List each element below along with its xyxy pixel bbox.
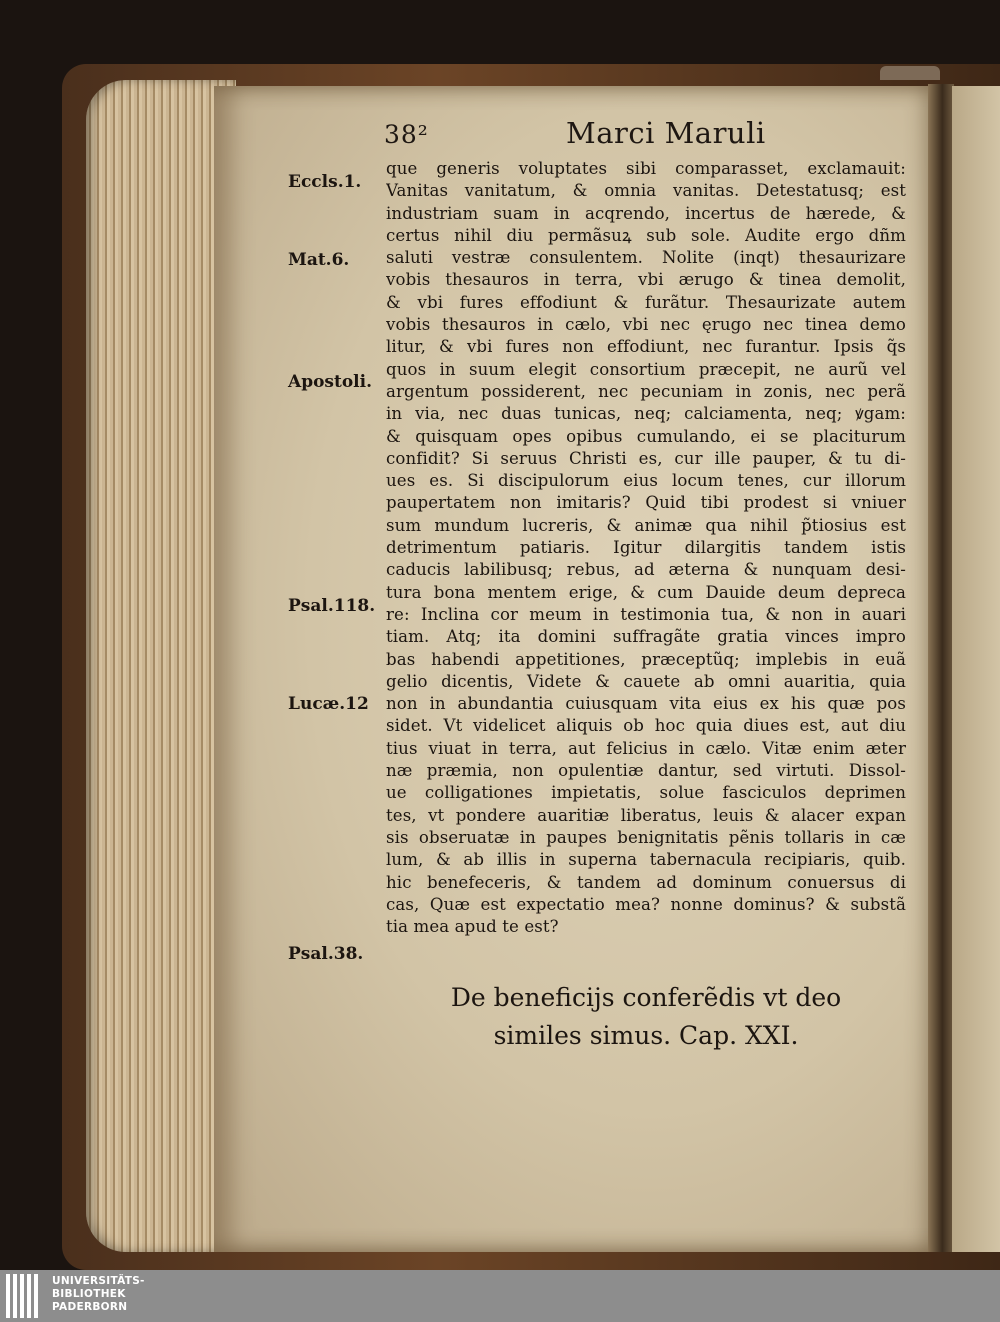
margin-note: Eccls.1. (288, 172, 362, 192)
text-line: cas, Quæ est expectatio mea? nonne dominus? & substã (386, 894, 906, 914)
text-line: gelio dicentis, Videte & cauete ab omni auaritia, quia (386, 671, 906, 691)
text-line: litur, & vbi fures non effodiunt, nec furantur. Ipsis q̃s (386, 337, 906, 357)
library-logo-icon (6, 1274, 46, 1318)
text-line: sis obseruatæ in paupes benignitatis pẽnis tollaris in cæ (386, 827, 906, 847)
body-text (386, 158, 906, 938)
text-line: bas habendi appetitiones, præceptũq; implebis in euã (386, 649, 906, 669)
text-line: tes, vt pondere auaritiæ liberatus, leuis & alacer expan (386, 805, 906, 825)
text-line: que generis voluptates sibi comparasset, exclamauit: (386, 159, 906, 178)
running-head: Marci Maruli (566, 116, 766, 150)
text-line: caducis labilibusq; rebus, ad æterna & nunquam desi- (386, 560, 906, 580)
text-line: tiam. Atq; ita domini suffragãte gratia vinces impro (386, 627, 906, 647)
text-line: tius viuat in terra, aut felicius in cælo. Vitæ enim æter (386, 738, 906, 758)
chapter-heading-line2: similes simus. Cap. XXI. (493, 1021, 799, 1050)
page-number: 38² (384, 120, 429, 149)
chapter-heading-line1: De beneficijs conferẽdis vt deo (450, 983, 842, 1012)
library-footer (0, 1270, 1000, 1322)
text-line: sidet. Vt videlicet aliquis ob hoc quia diues est, aut diu (386, 716, 906, 736)
margin-note: Mat.6. (288, 250, 350, 270)
text-line: ue colligationes impietatis, solue fasciculos deprimen (386, 783, 906, 803)
text-line: saluti vestræ consulentem. Nolite (inqt) thesaurizare (386, 248, 906, 268)
text-line: & quisquam opes opibus cumulando, ei se placiturum (386, 426, 906, 446)
text-line: tia mea apud te est? (386, 917, 559, 937)
text-line: vobis thesauros in cælo, vbi nec ęrugo nec tinea demo (386, 315, 906, 335)
text-line: in via, nec duas tunicas, neq; calciamenta, neq; ꝟgam: (386, 404, 906, 424)
logo-text-line: UNIVERSITÄTS- (52, 1275, 145, 1287)
text-line: argentum possiderent, nec pecuniam in zonis, nec perã (386, 381, 906, 401)
text-line: certus nihil diu permãsuꝝ sub sole. Audite ergo dñm (386, 225, 906, 245)
text-line: ues es. Si discipulorum eius locum tenes, cur illorum (386, 471, 906, 491)
text-line: tura bona mentem erige, & cum Dauide deum depreca (386, 582, 906, 602)
text-line: lum, & ab illis in superna tabernacula recipiaris, quib. (386, 850, 906, 870)
text-line: non in abundantia cuiusquam vita eius ex his quæ pos (386, 694, 906, 714)
text-line: re: Inclina cor meum in testimonia tua, & non in auari (386, 604, 906, 624)
logo-text-line: PADERBORN (52, 1301, 128, 1313)
text-line: industriam suam in acqrendo, incertus de hærede, & (386, 203, 906, 223)
text-line: Vanitas vanitatum, & omnia vanitas. Detestatusq; est (386, 181, 906, 201)
headband (880, 66, 940, 80)
library-logo-text (52, 1275, 145, 1314)
margin-note: Apostoli. (288, 372, 373, 392)
right-page-edge (952, 86, 1000, 1252)
text-line: quos in suum elegit consortium præcepit, ne aurũ vel (386, 359, 906, 379)
margin-note: Psal.38. (288, 944, 364, 964)
book-gutter (928, 84, 954, 1252)
text-line: paupertatem non imitaris? Quid tibi prodest si vniuer (386, 493, 906, 513)
text-line: detrimentum patiaris. Igitur dilargitis tandem istis (386, 538, 906, 558)
text-line: hic benefeceris, & tandem ad dominum conuersus di (386, 872, 906, 892)
margin-note: Lucæ.12 (288, 694, 369, 714)
text-line: næ præmia, non opulentiæ dantur, sed virtuti. Dissol- (386, 761, 906, 781)
text-line: vobis thesauros in terra, vbi ærugo & tinea demolit, (386, 270, 906, 290)
text-line: & vbi fures effodiunt & furãtur. Thesaurizate autem (386, 292, 906, 312)
margin-note: Psal.118. (288, 596, 376, 616)
text-line: sum mundum lucreris, & animæ qua nihil p̃tiosius est (386, 515, 906, 535)
logo-text-line: BIBLIOTHEK (52, 1288, 126, 1300)
text-line: confidit? Si seruus Christi es, cur ille pauper, & tu di- (386, 448, 906, 468)
